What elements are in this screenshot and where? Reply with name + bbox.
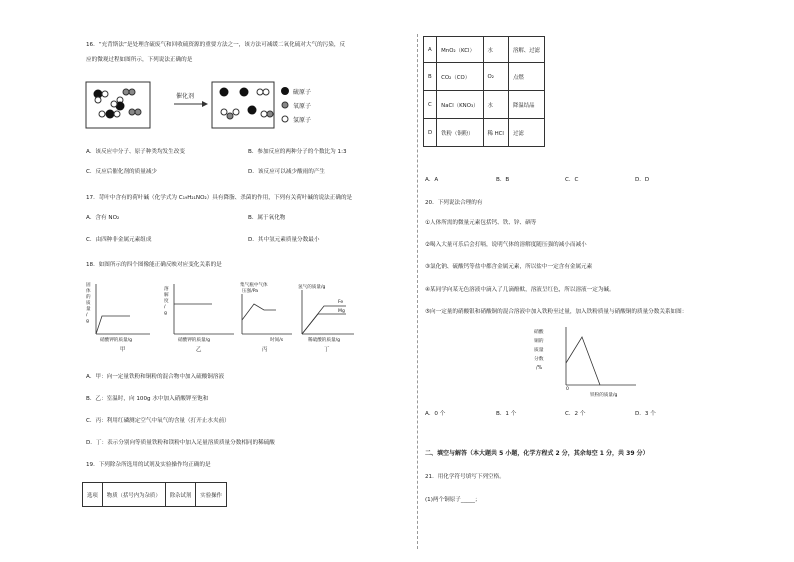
q20-item-5: ⑤向一定量的硝酸银和硝酸铜的混合溶液中加入铁粉至过量，加入铁粉质量与硝酸铜的质量分数关系如图： (425, 309, 688, 315)
product-molecules (220, 88, 274, 120)
q20-item-3: ③氯化钠、硫酸钙等盐中都含金属元素，所以盐中一定含有金属元素 (425, 264, 593, 270)
q19-answer-a: A．A (425, 177, 439, 183)
legend-hydrogen: 氢原子 (293, 117, 312, 124)
graph-ding (298, 283, 354, 353)
q19-answer-c: C．C (565, 177, 579, 183)
q17-option-d: D．其中氢元素质量分数最小 (248, 237, 320, 243)
q17-option-a: A．含有 NO₂ (86, 215, 120, 221)
svg-text:乙: 乙 (196, 347, 202, 353)
svg-text:固体的质量/g: 固体的质量/ g (86, 283, 91, 324)
q20-item-2: ②喝入大量可乐后会打嗝，说明气体的溶解度随压强的减小而减小 (425, 242, 587, 248)
svg-text:氢气的质量/g: 氢气的质量/g (298, 285, 326, 290)
q18-option-b: B．乙：室温时，向 100g 水中加入硝酸钾至饱和 (86, 396, 209, 402)
q16-stem-line1: 16．“充背斯法”是处理含硫废气和回收硫资源的重要方法之一，该方法可减缓二氧化硫对大气的污染，反 (86, 42, 346, 48)
catalyst-label: 催化剂 (176, 93, 195, 100)
q16-option-d: D．该反应可以减少酸雨的产生 (248, 169, 326, 175)
header-substance: 物质（括号内为杂质） (102, 483, 165, 507)
svg-text:丙: 丙 (262, 347, 268, 353)
q19-table-body: A MnO₂（KCl） 水 溶解、过滤 B CO₂（CO） O₂ 点燃 C NaCl（KNO₃） 水 降温结晶 D 铁粉（铜粉） 稀 HCl 过滤 (423, 36, 545, 147)
q16-option-a: A．该反应中分子、原子种类均发生改变 (86, 149, 185, 155)
legend-oxygen: 氧原子 (293, 103, 312, 110)
column-divider (417, 34, 418, 549)
q20-answer-c: C．2 个 (565, 411, 586, 417)
svg-text:硝酸钾的质量/g: 硝酸钾的质量/g (178, 338, 211, 343)
q20-answer-a: A．0 个 (425, 411, 446, 417)
q21-stem: 21．用化学符号填写下列空格。 (425, 474, 505, 480)
svg-text:0: 0 (566, 387, 569, 392)
svg-text:稀硫酸的质量/g: 稀硫酸的质量/g (308, 338, 341, 343)
svg-text:Fe: Fe (338, 300, 344, 305)
graph-yi (164, 284, 234, 353)
svg-text:甲: 甲 (120, 347, 126, 353)
header-reagent: 除杂试剂 (165, 483, 196, 507)
q21-item-1: (1)两个铜原子_____； (425, 497, 481, 503)
header-operation: 实验操作 (196, 483, 227, 507)
header-option: 选项 (83, 483, 103, 507)
q19-answer-d: D．D (635, 177, 650, 183)
q19-stem: 19．下列除杂所选用的试剂及实验操作均正确的是 (86, 462, 211, 468)
svg-text:时间/s: 时间/s (270, 338, 284, 343)
reactant-molecules (94, 89, 142, 119)
graph-jia (86, 281, 150, 353)
q16-option-b: B．参加反应的两种分子的个数比为 1:3 (248, 149, 347, 155)
q17-stem: 17．苛叶中含有的荷叶碱（化学式为 C₁₉H₂₁NO₂）具有降脂、杀菌的作用，下列有关荷叶碱的说法正确的是 (86, 195, 353, 201)
q17-option-b: B．属于氧化物 (248, 215, 286, 221)
svg-text:铁粉的质量/g: 铁粉的质量/g (590, 393, 618, 398)
q18-option-d: D．丁：表示分别向等质量铁粉和镁粉中加入足量溶质质量分数相同的稀硫酸 (86, 440, 275, 446)
q20-answer-b: B．1 个 (496, 411, 517, 417)
legend-sulfur: 硫原子 (293, 89, 312, 96)
q18-option-c: C．丙：利用红磷测定空气中氧气的含量（打开止水夹前） (86, 418, 230, 424)
svg-text:溶解度/g: 溶解度/ g (164, 287, 169, 316)
section-2-heading: 二、填空与解答（本大题共 5 小题，化学方程式 2 分，其余每空 1 分，共 39 分） (425, 450, 649, 457)
q16-stem-line2: 应的微观过程如图所示，下列说法正确的是 (86, 57, 193, 63)
q19-answer-b: B．B (496, 177, 510, 183)
q19-table-header (82, 482, 227, 507)
graph-bing (240, 281, 292, 353)
q20-item-4: ④某同学向某无色溶液中滴入了几滴酚酞，溶液呈红色，所以溶液一定为碱。 (425, 287, 615, 293)
q20-item-1: ①人体所需的微量元素包括钙、铁、锌、硒等 (425, 220, 537, 226)
q16-option-c: C．反应后催化剂的质量减少 (86, 169, 158, 175)
svg-text:硝酸钾的质量/g: 硝酸钾的质量/g (100, 338, 133, 343)
svg-text:硝酸铜的质量分数/%: 硝酸铜的质量分数/% (534, 330, 544, 371)
svg-text:Mg: Mg (338, 309, 345, 314)
q18-graphs (84, 280, 364, 360)
svg-text:集气瓶中气体压强/Pa: 集气瓶中气体压强/Pa (240, 283, 268, 294)
svg-text:丁: 丁 (324, 347, 330, 353)
q20-graph (530, 325, 642, 401)
q17-option-c: C．由四种非金属元素组成 (86, 237, 152, 243)
q18-option-a: A．甲：向一定量铁粉和铜粉的混合物中加入硫酸铜溶液 (86, 374, 225, 380)
q16-reaction-diagram (84, 78, 334, 136)
q18-stem: 18．如图所示的四个图像能正确反映对应变化关系的是 (86, 262, 222, 268)
q20-stem: 20．下列说法合理的有 (425, 200, 483, 206)
q20-answer-d: D．3 个 (635, 411, 656, 417)
